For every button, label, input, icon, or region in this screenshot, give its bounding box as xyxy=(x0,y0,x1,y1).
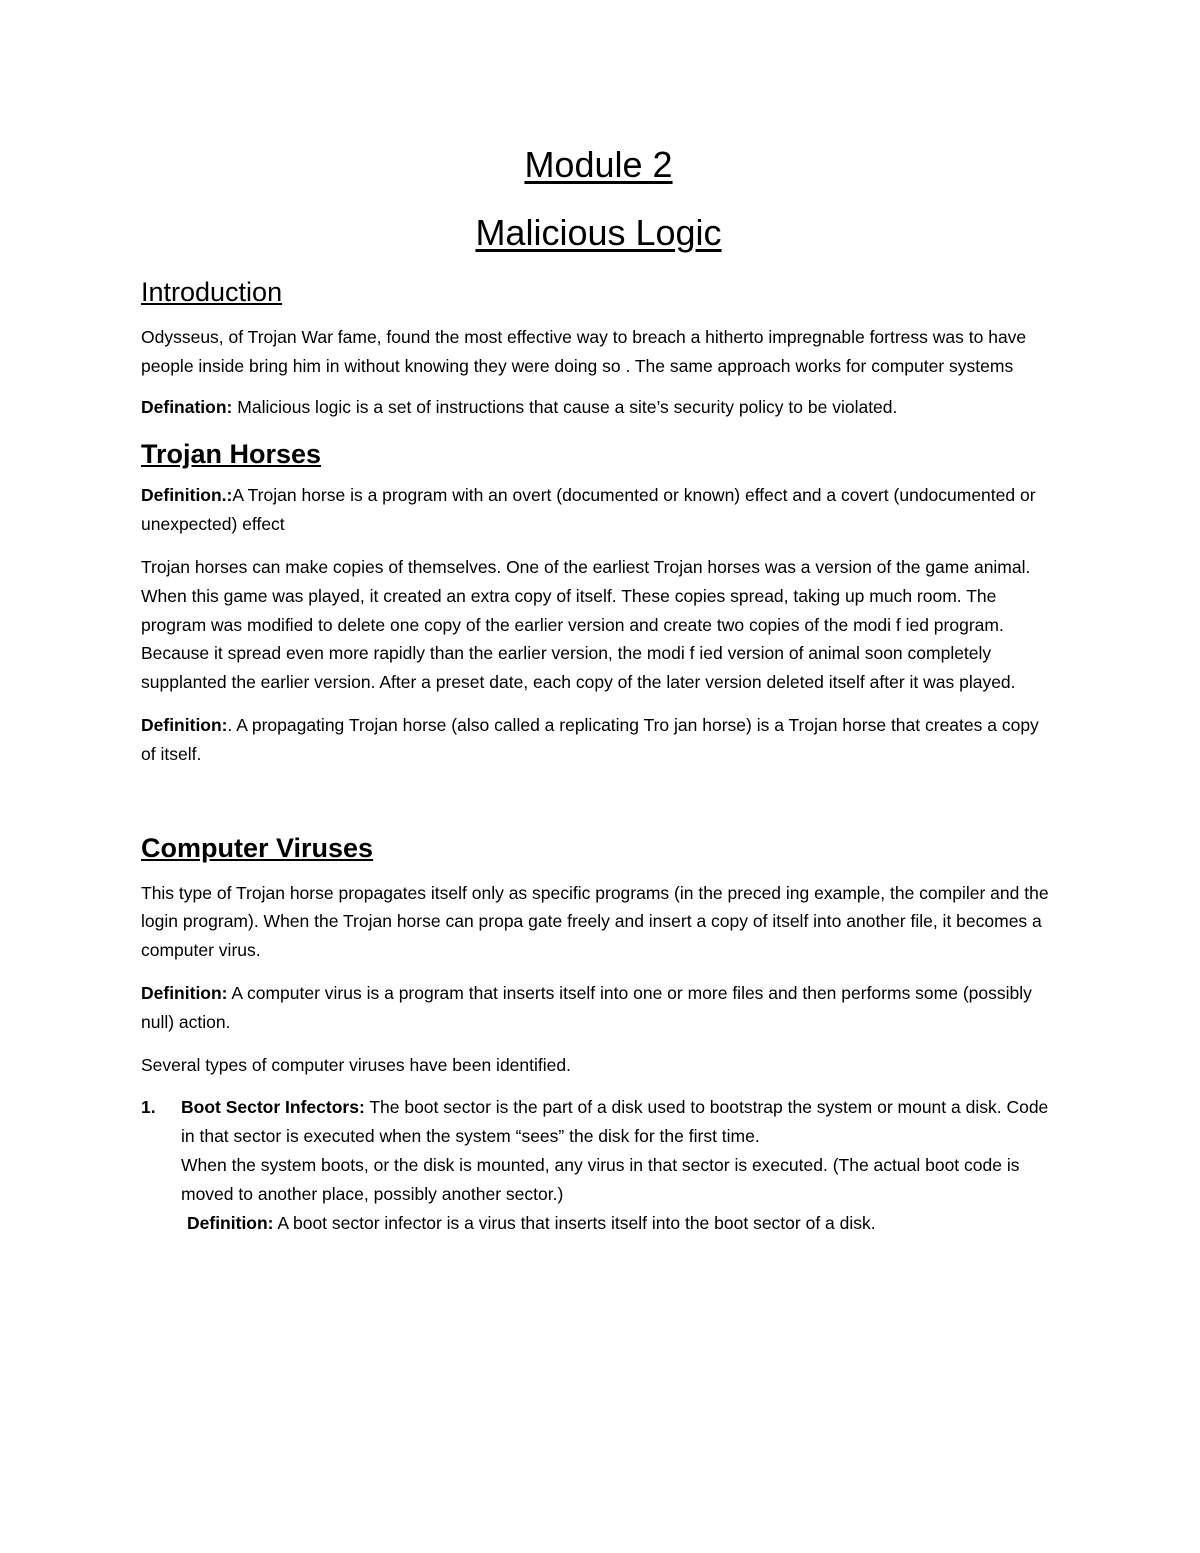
definition-label: Definition: xyxy=(141,714,228,735)
definition-text: Malicious logic is a set of instructions that cause a site’s security policy to be violated. xyxy=(232,396,898,417)
document-subtitle: Malicious Logic xyxy=(475,212,722,253)
definition-label: Definition.: xyxy=(141,485,233,506)
list-item-paragraph xyxy=(181,1093,1056,1151)
list-item xyxy=(141,1093,1056,1237)
definition-text: . A propagating Trojan horse (also called a replicating Tro jan horse) is a Trojan horse that creates a copy of itself. xyxy=(141,714,1039,764)
trojan-horses-heading: Trojan Horses xyxy=(141,439,322,470)
trojan-definition-2 xyxy=(141,711,1056,769)
virus-types-intro: Several types of computer viruses have been identified. xyxy=(141,1054,571,1075)
definition-label: Defination: xyxy=(141,396,233,417)
list-item-paragraph: When the system boots, or the disk is mounted, any virus in that sector is executed. (The actual boot code is moved to another place, possibly another sector.) xyxy=(181,1154,1020,1204)
computer-viruses-heading: Computer Viruses xyxy=(141,832,374,863)
introduction-heading: Introduction xyxy=(141,277,283,307)
list-item-definition xyxy=(181,1209,1056,1238)
virus-paragraph: This type of Trojan horse propagates itself only as specific programs (in the preced ing example, the compiler and the login program). When the Trojan horse can propa gate freely and insert a copy of itself into another file, it becomes a computer virus. xyxy=(141,882,1049,961)
definition-text: A boot sector infector is a virus that inserts itself into the boot sector of a disk. xyxy=(273,1212,876,1233)
trojan-paragraph: Trojan horses can make copies of themselves. One of the earliest Trojan horses was a version of the game animal. When this game was played, it created an extra copy of itself. These copies spread, taking up much room. The program was modified to delete one copy of the earlier version and create two copies of the modi f ied program. Because it spread even more rapidly than the earlier version, the modi f ied version of animal soon completely supplanted the earlier version. After a preset date, each copy of the later version deleted itself after it was played. xyxy=(141,556,1031,693)
list-item-text: The boot sector is the part of a disk used to bootstrap the system or mount a disk. Code in that sector is executed when the system “sees” the disk for the first time. xyxy=(181,1097,1049,1147)
list-item-number: 1. xyxy=(141,1097,156,1118)
document-title: Module 2 xyxy=(524,144,673,185)
definition-label: Definition: xyxy=(187,1212,274,1233)
definition-text: A computer virus is a program that inserts itself into one or more files and then performs some (possibly null) action. xyxy=(141,982,1032,1032)
list-item-label: Boot Sector Infectors: xyxy=(181,1097,365,1118)
virus-types-list xyxy=(141,1093,1056,1237)
introduction-paragraph: Odysseus, of Trojan War fame, found the most effective way to breach a hitherto impregnable fortress was to have people inside bring him in without knowing they were doing so . The same approach works for computer systems xyxy=(141,327,1027,376)
virus-definition xyxy=(141,979,1056,1037)
trojan-definition-1 xyxy=(141,481,1056,539)
definition-text: A Trojan horse is a program with an overt (documented or known) effect and a covert (undocumented or unexpected) effect xyxy=(141,485,1036,535)
introduction-definition xyxy=(141,393,1056,422)
definition-label: Definition: xyxy=(141,982,228,1003)
document-content xyxy=(141,143,1056,1237)
